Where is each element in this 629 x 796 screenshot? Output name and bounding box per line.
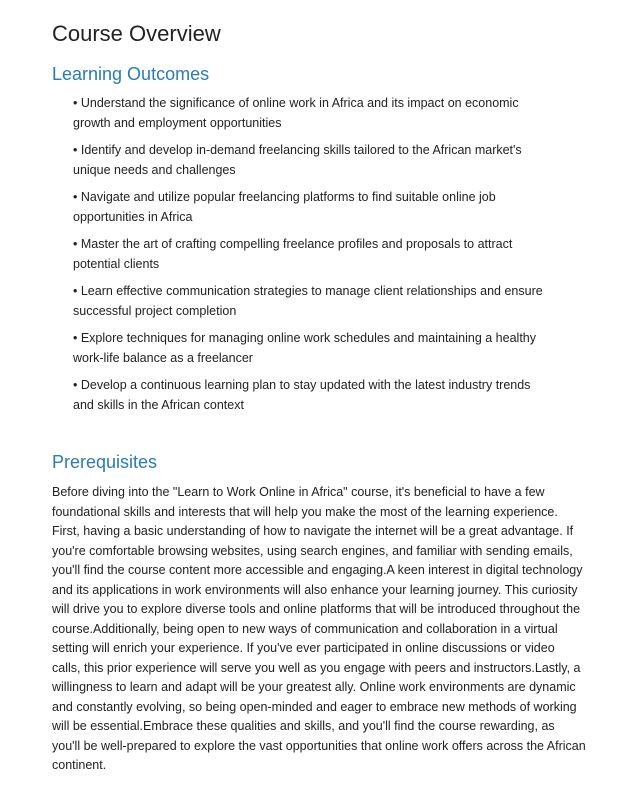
prerequisites-heading: Prerequisites [52,452,158,472]
learning-outcomes-list [73,94,543,423]
learning-outcome-item: • Identify and develop in-demand freelancing skills tailored to the African market's unique needs and challenges [73,143,522,177]
learning-outcome-item: • Explore techniques for managing online work schedules and maintaining a healthy work-life balance as a freelancer [73,331,536,365]
learning-outcome-item: • Master the art of crafting compelling freelance profiles and proposals to attract potential clients [73,237,513,271]
learning-outcomes-heading: Learning Outcomes [52,64,210,84]
page-title: Course Overview [52,21,221,46]
learning-outcome-item: • Develop a continuous learning plan to stay updated with the latest industry trends and skills in the African context [73,378,531,412]
learning-outcome-item: • Navigate and utilize popular freelancing platforms to find suitable online job opportunities in Africa [73,190,496,224]
learning-outcome-item: • Learn effective communication strategies to manage client relationships and ensure successful project completion [73,284,543,318]
learning-outcome-item: • Understand the significance of online work in Africa and its impact on economic growth and employment opportunities [73,96,519,130]
prerequisites-paragraph: Before diving into the "Learn to Work Online in Africa" course, it's beneficial to have a few foundational skills and interests that will help you make the most of the learning experience. First, having a basic understanding of how to navigate the internet will be a great advantage. If you're comfortable browsing websites, using search engines, and familiar with sending emails, you'll find the course content more accessible and engaging.A keen interest in digital technology and its applications in work environments will also enhance your learning journey. This curiosity will drive you to explore diverse tools and online platforms that will be introduced throughout the course.Additionally, being open to new ways of communication and collaboration in a virtual setting will enrich your experience. If you've ever participated in online discussions or video calls, this prior experience will serve you well as you engage with peers and instructors.Lastly, a willingness to learn and adapt will be your greatest ally. Online work environments are dynamic and constantly evolving, so being open-minded and eager to embrace new methods of working will be essential.Embrace these qualities and skills, and you'll find the course rewarding, as you'll be well-prepared to explore the vast opportunities that online work offers across the African continent. [52,485,586,772]
